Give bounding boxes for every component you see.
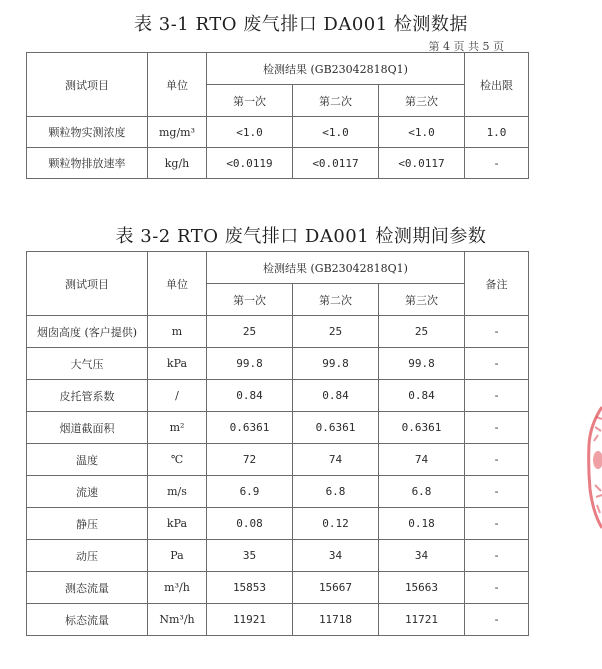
row-first-value: <0.0119 (207, 148, 293, 179)
header-third: 第三次 (379, 85, 465, 117)
header-detection-limit: 检出限 (465, 53, 529, 117)
row-first-value: 11921 (207, 604, 293, 636)
row-item-cell: 温度 (27, 444, 148, 476)
detection-data-table (26, 52, 529, 179)
row-first-value: 15853 (207, 572, 293, 604)
row-first-value: 72 (207, 444, 293, 476)
row-item-cell: 标态流量 (27, 604, 148, 636)
row-extra-cell: - (465, 412, 529, 444)
row-unit-cell: mg/m³ (148, 117, 207, 148)
row-extra-cell: 1.0 (465, 117, 529, 148)
row-third-value: 99.8 (379, 348, 465, 380)
row-second-value: <1.0 (293, 117, 379, 148)
row-unit-cell: kPa (148, 348, 207, 380)
table-row (27, 572, 529, 604)
row-unit-cell: m (148, 316, 207, 348)
row-item-cell: 测态流量 (27, 572, 148, 604)
row-extra-cell: - (465, 604, 529, 636)
page-number: 第 4 页 共 5 页 (428, 40, 504, 53)
row-third-value: 74 (379, 444, 465, 476)
table-row (27, 508, 529, 540)
row-extra-cell: - (465, 316, 529, 348)
header-item: 测试项目 (27, 252, 148, 316)
table-row (27, 380, 529, 412)
header-second: 第二次 (293, 85, 379, 117)
table-row (27, 604, 529, 636)
row-third-value: 0.84 (379, 380, 465, 412)
row-first-value: 99.8 (207, 348, 293, 380)
row-second-value: 15667 (293, 572, 379, 604)
row-third-value: <1.0 (379, 117, 465, 148)
row-third-value: 6.8 (379, 476, 465, 508)
row-first-value: 25 (207, 316, 293, 348)
table1-title: 表 3-1 RTO 废气排口 DA001 检测数据 (134, 14, 468, 35)
table-row (27, 540, 529, 572)
header-unit: 单位 (148, 53, 207, 117)
row-item-cell: 皮托管系数 (27, 380, 148, 412)
row-item-cell: 静压 (27, 508, 148, 540)
row-extra-cell: - (465, 148, 529, 179)
header-third: 第三次 (379, 284, 465, 316)
row-second-value: 0.6361 (293, 412, 379, 444)
row-second-value: 6.8 (293, 476, 379, 508)
row-unit-cell: ℃ (148, 444, 207, 476)
header-result-group: 检测结果 (GB23042818Q1) (207, 53, 465, 85)
row-third-value: <0.0117 (379, 148, 465, 179)
row-second-value: 34 (293, 540, 379, 572)
row-first-value: 0.08 (207, 508, 293, 540)
row-extra-cell: - (465, 476, 529, 508)
row-first-value: <1.0 (207, 117, 293, 148)
row-third-value: 34 (379, 540, 465, 572)
row-extra-cell: - (465, 348, 529, 380)
table-row (27, 444, 529, 476)
header-unit: 单位 (148, 252, 207, 316)
table-row (27, 117, 529, 148)
row-first-value: 35 (207, 540, 293, 572)
table-row (27, 476, 529, 508)
table-row (27, 148, 529, 179)
header-second: 第二次 (293, 284, 379, 316)
row-third-value: 11721 (379, 604, 465, 636)
row-second-value: 74 (293, 444, 379, 476)
row-second-value: <0.0117 (293, 148, 379, 179)
table-row (27, 316, 529, 348)
row-unit-cell: Pa (148, 540, 207, 572)
table2-title: 表 3-2 RTO 废气排口 DA001 检测期间参数 (115, 226, 487, 247)
row-first-value: 0.6361 (207, 412, 293, 444)
row-third-value: 25 (379, 316, 465, 348)
header-first: 第一次 (207, 85, 293, 117)
row-second-value: 0.12 (293, 508, 379, 540)
row-extra-cell: - (465, 508, 529, 540)
row-item-cell: 颗粒物排放速率 (27, 148, 148, 179)
table-row (27, 412, 529, 444)
row-unit-cell: m² (148, 412, 207, 444)
row-extra-cell: - (465, 444, 529, 476)
row-second-value: 25 (293, 316, 379, 348)
row-item-cell: 流速 (27, 476, 148, 508)
row-item-cell: 烟囱高度 (客户提供) (27, 316, 148, 348)
header-first: 第一次 (207, 284, 293, 316)
row-third-value: 15663 (379, 572, 465, 604)
parameters-table (26, 251, 529, 636)
row-first-value: 0.84 (207, 380, 293, 412)
row-extra-cell: - (465, 540, 529, 572)
row-third-value: 0.18 (379, 508, 465, 540)
row-unit-cell: m³/h (148, 572, 207, 604)
row-second-value: 11718 (293, 604, 379, 636)
row-first-value: 6.9 (207, 476, 293, 508)
row-unit-cell: m/s (148, 476, 207, 508)
row-second-value: 99.8 (293, 348, 379, 380)
row-extra-cell: - (465, 380, 529, 412)
row-second-value: 0.84 (293, 380, 379, 412)
row-item-cell: 动压 (27, 540, 148, 572)
row-item-cell: 烟道截面积 (27, 412, 148, 444)
row-unit-cell: kg/h (148, 148, 207, 179)
row-third-value: 0.6361 (379, 412, 465, 444)
row-item-cell: 大气压 (27, 348, 148, 380)
header-result-group: 检测结果 (GB23042818Q1) (207, 252, 465, 284)
row-item-cell: 颗粒物实测浓度 (27, 117, 148, 148)
red-seal-stamp (586, 405, 602, 530)
header-item: 测试项目 (27, 53, 148, 117)
row-extra-cell: - (465, 572, 529, 604)
row-unit-cell: / (148, 380, 207, 412)
table-row (27, 348, 529, 380)
row-unit-cell: kPa (148, 508, 207, 540)
row-unit-cell: Nm³/h (148, 604, 207, 636)
header-remarks: 备注 (465, 252, 529, 316)
